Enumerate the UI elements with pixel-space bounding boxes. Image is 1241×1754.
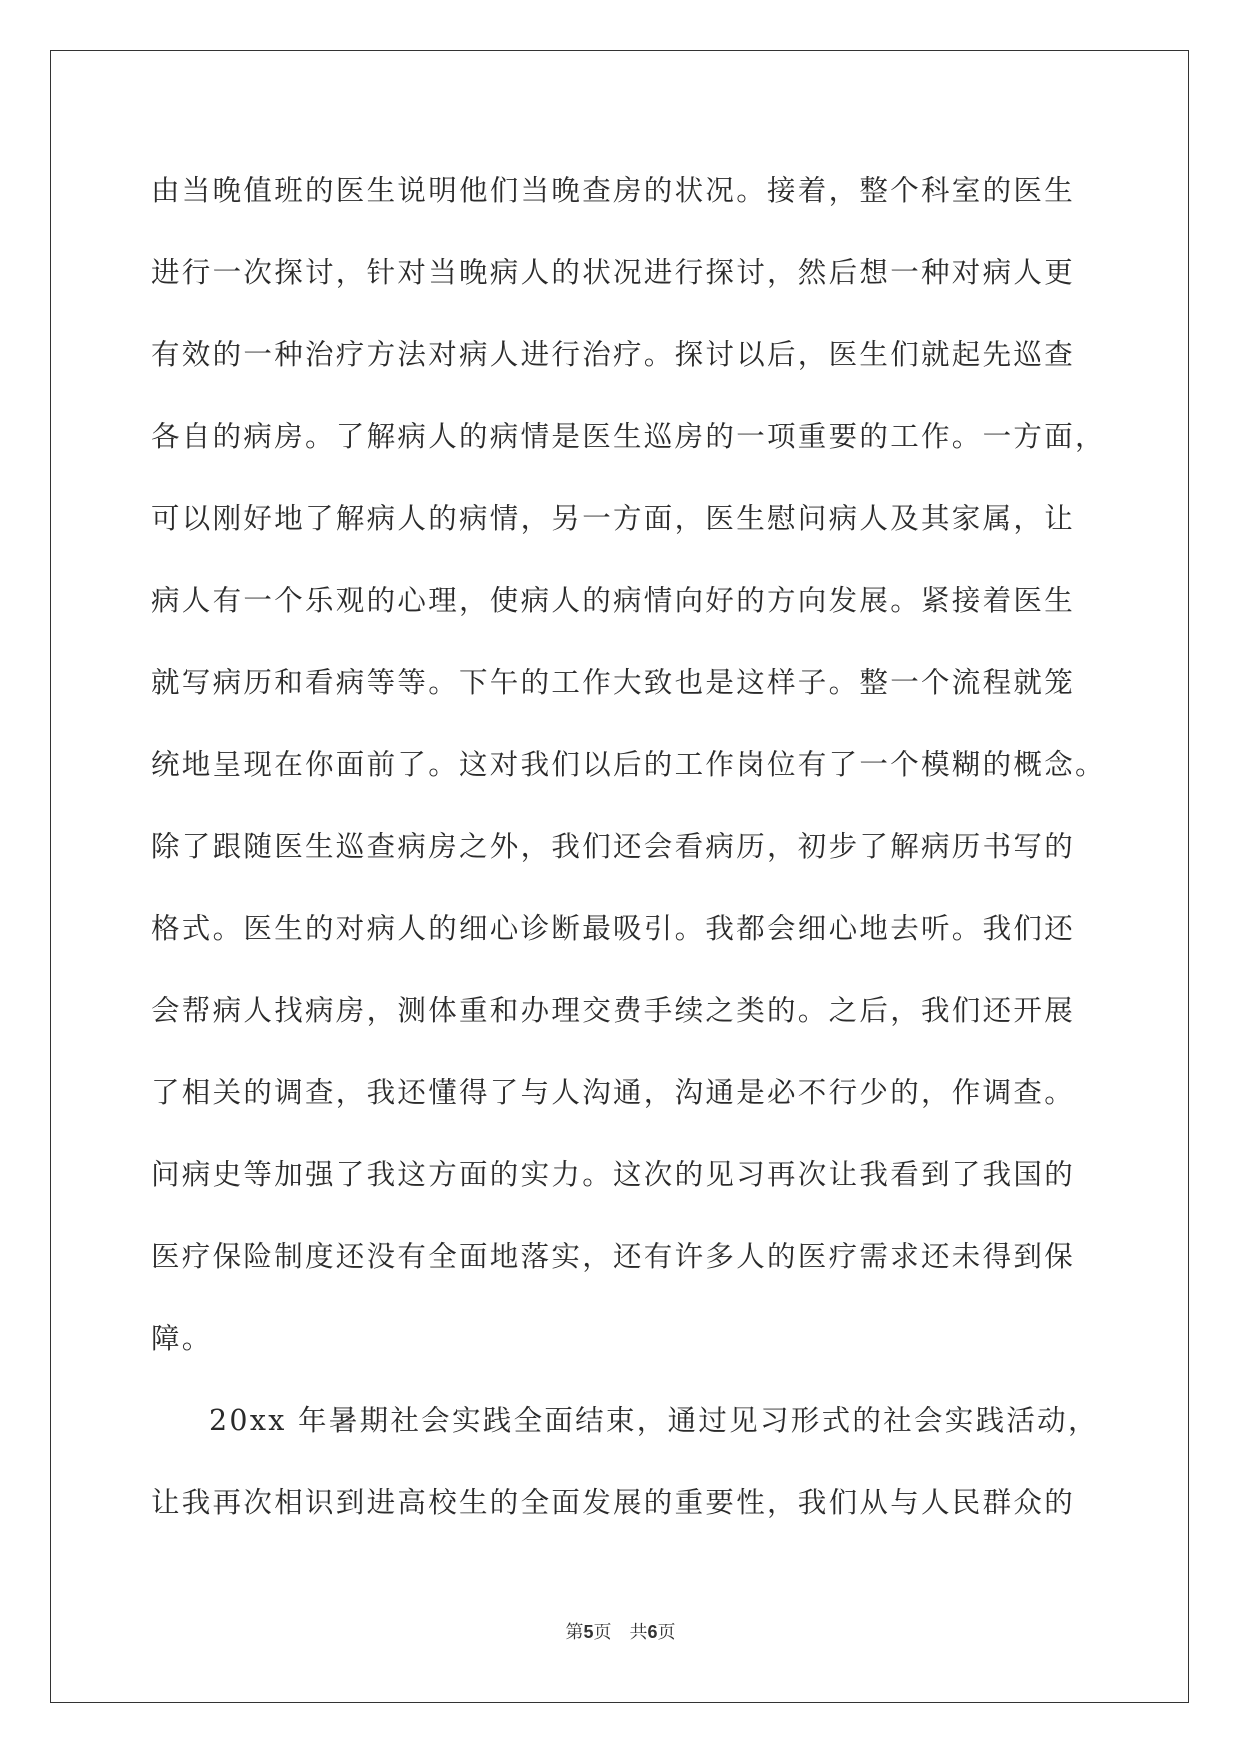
text-line: 由当晚值班的医生说明他们当晚查房的状况。接着，整个科室的医生 [151, 174, 1076, 207]
page-label-prefix: 第 [565, 1622, 584, 1643]
text-line: 病人有一个乐观的心理，使病人的病情向好的方向发展。紧接着医生 [151, 584, 1076, 617]
text-line: 除了跟随医生巡查病房之外，我们还会看病历，初步了解病历书写的 [151, 830, 1076, 863]
text-line: 各自的病房。了解病人的病情是医生巡房的一项重要的工作。一方面， [151, 420, 1106, 453]
page-label-suffix: 页 [593, 1622, 612, 1643]
text-line: 统地呈现在你面前了。这对我们以后的工作岗位有了一个模糊的概念。 [151, 748, 1106, 781]
text-line: 可以刚好地了解病人的病情，另一方面，医生慰问病人及其家属，让 [151, 502, 1076, 535]
total-label-prefix: 共 [629, 1622, 648, 1643]
text-line: 让我再次相识到进高校生的全面发展的重要性，我们从与人民群众的 [151, 1486, 1076, 1519]
text-line: 格式。医生的对病人的细心诊断最吸引。我都会细心地去听。我们还 [151, 912, 1076, 945]
text-line: 问病史等加强了我这方面的实力。这次的见习再次让我看到了我国的 [151, 1158, 1076, 1191]
text-line: 障。 [151, 1322, 213, 1355]
page-footer [0, 1618, 1241, 1644]
current-page-number: 5 [583, 1622, 594, 1642]
text-line: 进行一次探讨，针对当晚病人的状况进行探讨，然后想一种对病人更 [151, 256, 1076, 289]
text-line: 会帮病人找病房，测体重和办理交费手续之类的。之后，我们还开展 [151, 994, 1076, 1027]
text-line: 医疗保险制度还没有全面地落实，还有许多人的医疗需求还未得到保 [151, 1240, 1076, 1273]
text-line: 就写病历和看病等等。下午的工作大致也是这样子。整一个流程就笼 [151, 666, 1076, 699]
paragraph-start-line: 20xx 年暑期社会实践全面结束，通过见习形式的社会实践活动， [209, 1404, 1099, 1437]
document-body [151, 165, 1106, 1559]
text-line: 了相关的调查，我还懂得了与人沟通，沟通是必不行少的，作调查。 [151, 1076, 1076, 1109]
total-pages-number: 6 [647, 1622, 658, 1642]
text-line: 有效的一种治疗方法对病人进行治疗。探讨以后，医生们就起先巡查 [151, 338, 1076, 371]
total-label-suffix: 页 [657, 1622, 676, 1643]
